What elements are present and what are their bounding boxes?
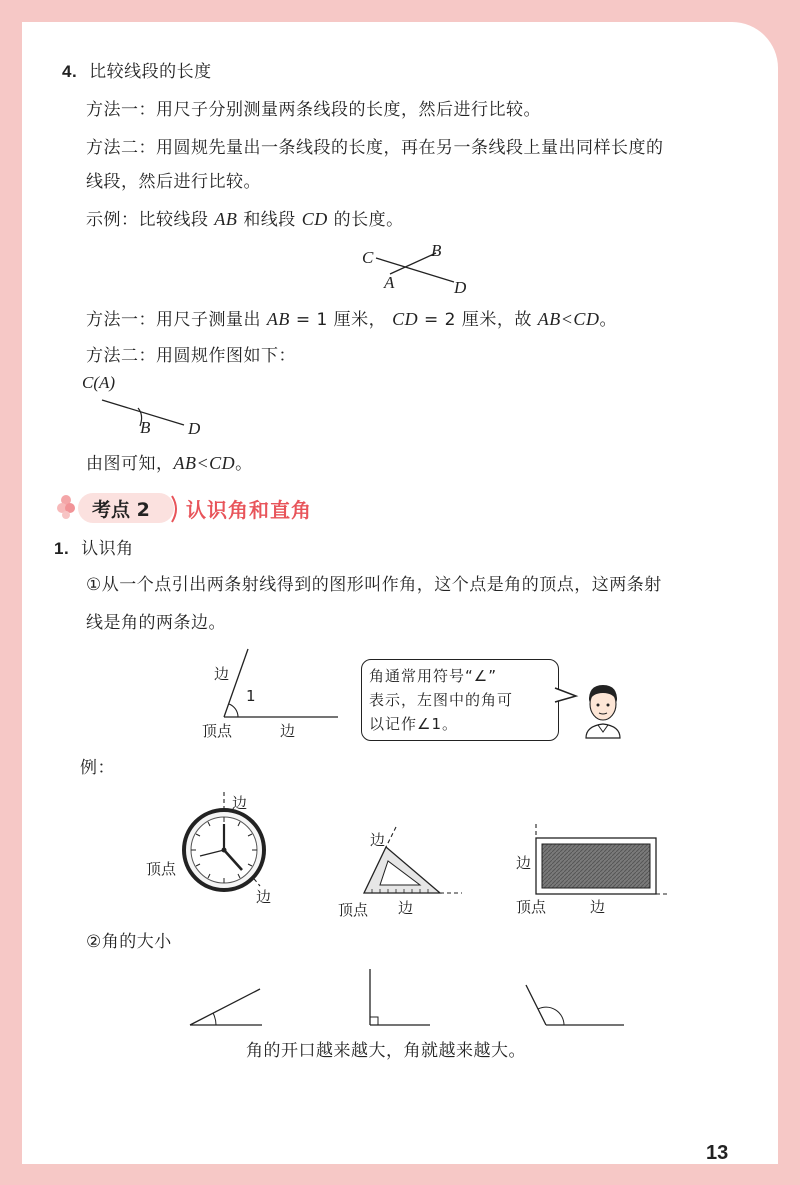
- ruler-dashed-ray-top: [386, 827, 396, 847]
- method-2-line-2: 线段，然后进行比较。: [86, 172, 261, 192]
- vertex-label: 顶点: [202, 722, 233, 740]
- label-c: C: [362, 248, 374, 267]
- speech-bubble-tail: [554, 682, 580, 708]
- rectangle-fill: [542, 844, 650, 888]
- angle-side-label-bottom: 边: [280, 722, 296, 740]
- example-suffix: 的长度。: [333, 210, 404, 230]
- angle-number-label: 1: [246, 687, 256, 705]
- section-4-heading: [62, 60, 212, 84]
- flower-decoration-icon: [54, 488, 80, 528]
- method-2-line-1: 方法二：用圆规先量出一条线段的长度，再在另一条线段上量出同样长度的: [86, 138, 664, 158]
- point-1-line-1: ①从一个点引出两条射线得到的图形叫作角，这个点是角的顶点，这两条射: [86, 575, 662, 595]
- bubble-line-2: 表示，左图中的角可: [369, 691, 514, 709]
- label-ca: C(A): [82, 373, 116, 392]
- result-1-compare: AB<CD: [537, 309, 600, 329]
- conclusion-end: 。: [235, 454, 253, 474]
- clock-side-label-top: 边: [232, 794, 248, 812]
- method-1-text: 方法一：用尺子分别测量两条线段的长度，然后进行比较。: [86, 100, 541, 120]
- label-a: A: [384, 273, 395, 292]
- bubble-line-3: 以记作∠1。: [369, 715, 458, 733]
- triangle-ruler-example: [330, 825, 470, 920]
- right-angle: [370, 969, 430, 1025]
- page-number: 13: [706, 1142, 729, 1164]
- ruler-side-label-bottom: 边: [398, 899, 414, 917]
- example-line: [86, 207, 404, 232]
- badge-bracket: [170, 494, 182, 524]
- example-prefix: 示例：比较线段: [86, 210, 209, 230]
- section-number: 4.: [62, 62, 78, 81]
- clock-vertex-label: 顶点: [146, 860, 177, 878]
- conclusion-compare: AB<CD: [173, 453, 236, 473]
- angle-size-comparison: [180, 965, 640, 1035]
- segment-ab: [390, 253, 436, 274]
- example-label: 例：: [80, 758, 115, 778]
- crossing-segments-figure: [340, 238, 480, 302]
- result-1-eq2: = 2 厘米，故: [424, 310, 532, 330]
- acute-angle: [190, 989, 262, 1025]
- label-b-2: B: [140, 418, 151, 437]
- label-d-2: D: [188, 419, 201, 438]
- obtuse-angle: [526, 985, 624, 1025]
- topic-title: 认识角和直角: [186, 498, 312, 522]
- rect-side-label-left: 边: [516, 854, 532, 872]
- example-segment-ab: AB: [214, 209, 238, 229]
- result-1-eq1: = 1 厘米，: [295, 310, 387, 330]
- topic-badge-label: 考点 2: [92, 499, 150, 521]
- angle-side-label-top: 边: [214, 665, 230, 683]
- angle-size-caption: 角的开口越来越大，角就越来越大。: [246, 1041, 526, 1061]
- example-mid: 和线段: [243, 210, 296, 230]
- angle-diagram: [190, 645, 350, 745]
- result-1-line: [86, 307, 617, 332]
- clock-side-label-bottom: 边: [256, 888, 272, 906]
- label-b: B: [431, 241, 442, 260]
- rect-side-label-bottom: 边: [590, 898, 606, 916]
- rect-vertex-label: 顶点: [516, 898, 547, 916]
- result-1-end: 。: [599, 310, 617, 330]
- rectangle-example: [512, 820, 672, 920]
- angle-arc: [229, 704, 238, 717]
- section-title: 比较线段的长度: [89, 62, 212, 82]
- student-avatar: [578, 678, 628, 742]
- compass-construction-figure: [80, 370, 220, 442]
- clock-example: [140, 790, 290, 910]
- conclusion-prefix: 由图可知，: [86, 454, 174, 474]
- conclusion-line: [86, 451, 253, 476]
- result-2-line: 方法二：用圆规作图如下：: [86, 346, 296, 366]
- result-1-cd: CD: [392, 309, 419, 329]
- section-1-title: 认识角: [81, 539, 134, 559]
- section-1-number: 1.: [54, 539, 70, 558]
- section-1-heading: [54, 537, 134, 561]
- point-2-line: ②角的大小: [86, 932, 172, 952]
- result-1-ab: AB: [266, 309, 290, 329]
- example-segment-cd: CD: [301, 209, 328, 229]
- ruler-side-label-top: 边: [370, 831, 386, 849]
- label-d: D: [454, 278, 467, 297]
- bubble-line-1: 角通常用符号“∠”: [369, 667, 497, 685]
- result-1-prefix: 方法一：用尺子测量出: [86, 310, 261, 330]
- ruler-vertex-label: 顶点: [338, 901, 369, 919]
- angle-side-top: [224, 649, 248, 717]
- triangle-ruler: [364, 847, 440, 893]
- point-1-line-2: 线是角的两条边。: [86, 613, 226, 633]
